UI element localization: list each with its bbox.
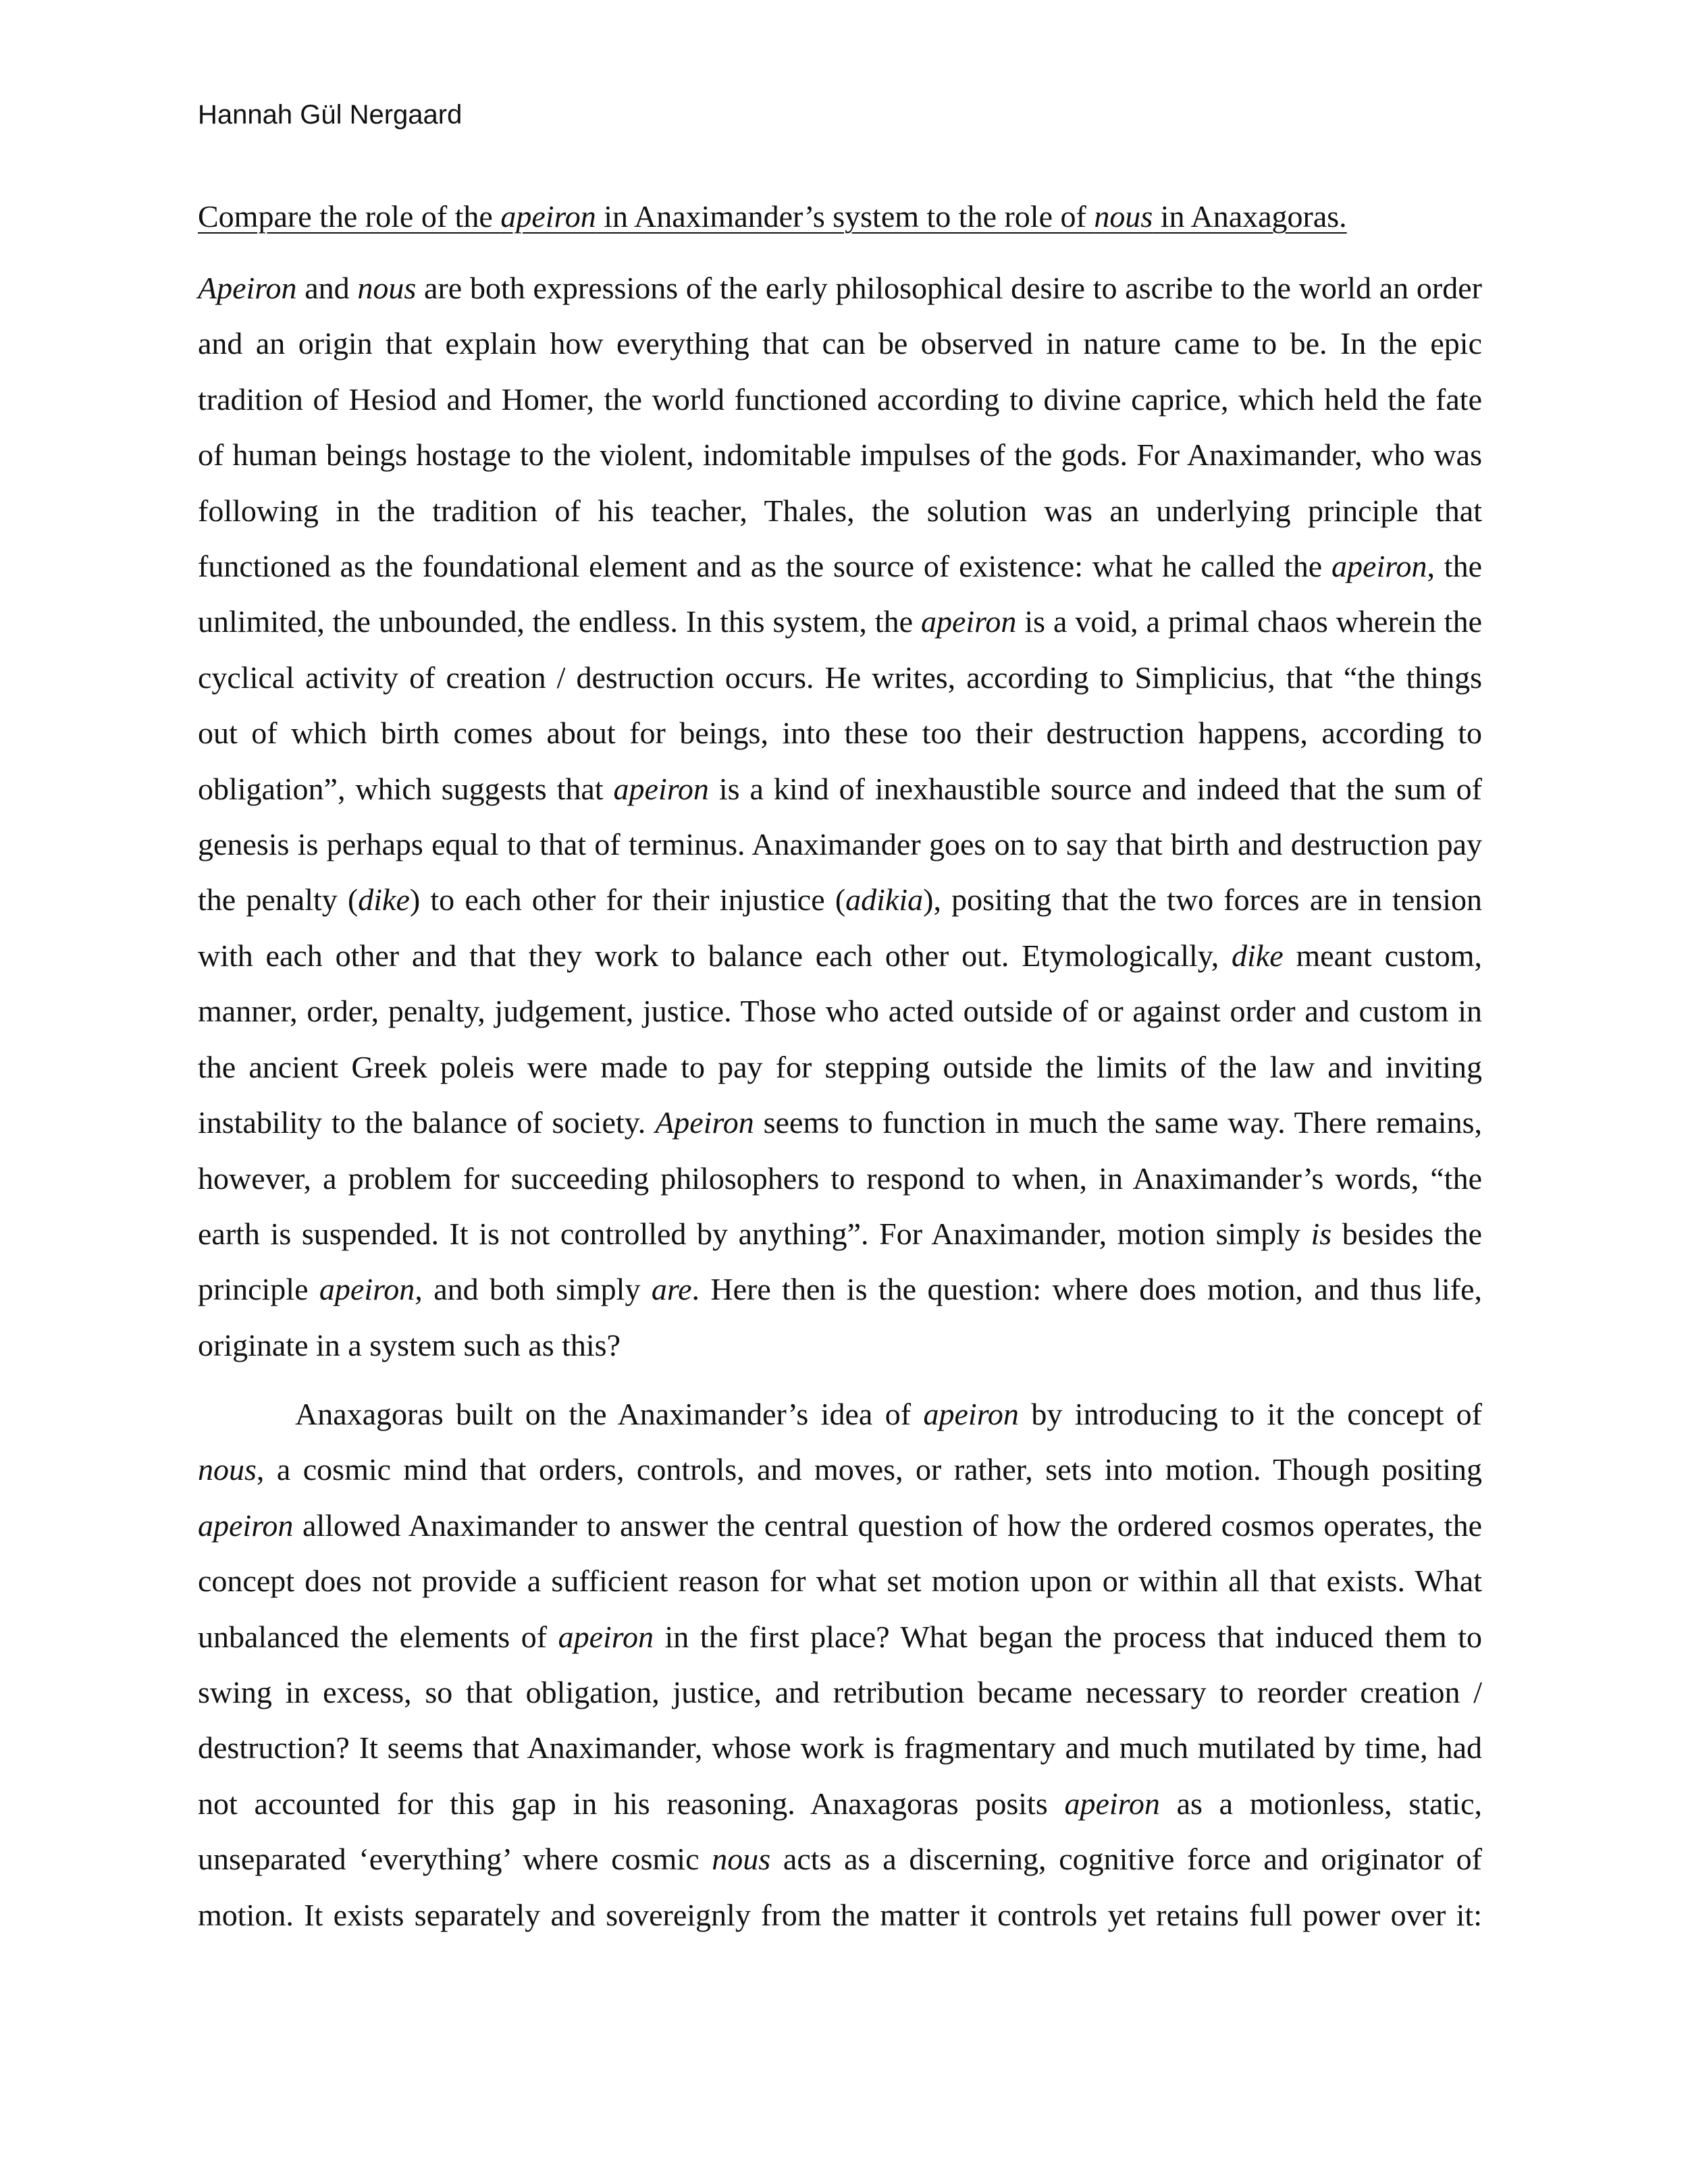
text-run: Anaxagoras built on the Anaximander’s idea of xyxy=(295,1397,924,1431)
italic-term: apeiron xyxy=(920,604,1017,639)
title-text: Compare the role of the xyxy=(198,199,501,234)
italic-term: apeiron xyxy=(1064,1786,1160,1821)
italic-term: is xyxy=(1311,1216,1332,1251)
title-text: in Anaxagoras. xyxy=(1153,199,1347,234)
text-run: as a motionless, static, unseparated ‘everything’ where cosmic xyxy=(198,1786,1482,1877)
text-run: . Here then is the question: where does motion, and thus life, originate in a system such as this? xyxy=(198,1272,1482,1362)
italic-term: Apeiron xyxy=(198,271,297,305)
text-run: are both expressions of the early philosophical desire to ascribe to the world an order and an origin that explain how everything that can be observed in nature came to be. In the epic tradition of Hesiod and Homer, the world functioned according to divine caprice, which held the fate of human beings hostage to the violent, indomitable impulses of the gods. For Anaximander, who was following in the tradition of his teacher, Thales, the solution was an underlying principle that functioned as the foundational element and as the source of existence: what he called the xyxy=(198,271,1482,584)
essay-title xyxy=(198,189,1347,244)
text-run: ) to each other for their injustice ( xyxy=(409,882,846,917)
italic-term: nous xyxy=(198,1452,257,1487)
italic-term: adikia xyxy=(845,882,924,917)
italic-term: apeiron xyxy=(613,771,709,806)
text-run: seems to function in much the same way. There remains, however, a problem for succeeding philosophers to respond to when, in Anaximander’s words, “the earth is suspended. It is not controlled by anything”. For Anaximander, motion simply xyxy=(198,1105,1482,1251)
title-italic-term: nous xyxy=(1094,199,1153,234)
italic-term: Apeiron xyxy=(655,1105,754,1140)
text-run: allowed Anaximander to answer the central question of how the ordered cosmos operates, the concept does not provide a sufficient reason for what set motion upon or within all that exists. What unbalanced the elements of xyxy=(198,1508,1482,1654)
text-run: and both simply xyxy=(422,1272,652,1307)
text-run: , a cosmic mind that orders, controls, and moves, or rather, sets into motion. Though positing xyxy=(256,1452,1482,1487)
title-text: in Anaximander’s system to the role of xyxy=(596,199,1094,234)
italic-term: apeiron xyxy=(198,1508,294,1543)
text-run: acts as a discerning, cognitive force and originator of motion. It exists separately and sovereignly from the matter it controls yet retains full power over it: xyxy=(198,1842,1482,1932)
italic-term: apeiron, xyxy=(319,1272,423,1307)
italic-term: apeiron xyxy=(1331,549,1427,584)
title-italic-term: apeiron xyxy=(500,199,596,234)
text-run: is a kind of inexhaustible source and indeed that the sum of genesis is perhaps equal to that of terminus. Anaximander goes on to say that birth and destruction pay the penalty ( xyxy=(198,771,1482,917)
italic-term: are xyxy=(651,1272,692,1307)
text-run: , the unlimited, the unbounded, the endless. In this system, the xyxy=(198,549,1482,639)
italic-term: nous xyxy=(712,1842,771,1877)
text-run: in the first place? What began the process that induced them to swing in excess, so that obligation, justice, and retribution became necessary to reorder creation / destruction? It seems that Anaximander, whose work is fragmentary and much mutilated by time, had not accounted for this gap in his reasoning. Anaxagoras posits xyxy=(198,1619,1482,1821)
paragraph-1 xyxy=(198,261,1482,1373)
italic-term: dike xyxy=(358,882,410,917)
italic-term: apeiron xyxy=(923,1397,1019,1431)
paragraph-2 xyxy=(198,1387,1482,1943)
text-run: ), positing that the two forces are in tension with each other and that they work to balance each other out. Etymologically, xyxy=(198,882,1482,973)
italic-term: apeiron xyxy=(558,1619,654,1654)
text-run: besides the principle xyxy=(198,1216,1482,1307)
author-name: Hannah Gül Nergaard xyxy=(198,100,463,130)
text-run: is a void, a primal chaos wherein the cyclical activity of creation / destruction occurs. He writes, according to Simplicius, that “the things out of which birth comes about for beings, into these too their destruction happens, according to obligation”, which suggests that xyxy=(198,604,1482,806)
text-run: by introducing to it the concept of xyxy=(1018,1397,1482,1431)
italic-term: dike xyxy=(1232,938,1284,973)
text-run: meant custom, manner, order, penalty, judgement, justice. Those who acted outside of or against order and custom in the ancient Greek poleis were made to pay for stepping outside the limits of the law and inviting instability to the balance of society. xyxy=(198,938,1482,1140)
text-run: and xyxy=(296,271,358,305)
italic-term: nous xyxy=(357,271,417,305)
